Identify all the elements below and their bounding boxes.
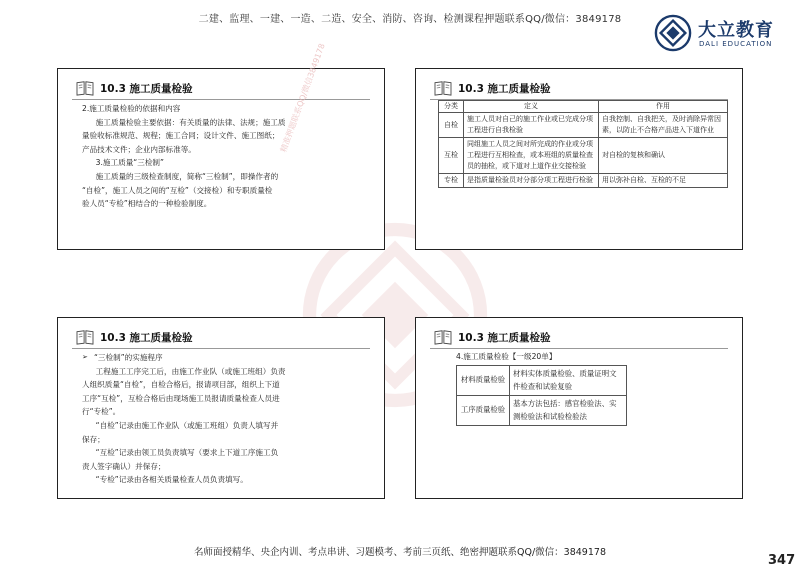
table-row xyxy=(439,113,728,138)
book-icon xyxy=(434,329,452,345)
slide-3 xyxy=(57,317,385,499)
slide-title: 10.3 施工质量检验 xyxy=(458,330,551,345)
book-icon xyxy=(76,80,94,96)
body-line: 责人签字确认）并保存； xyxy=(82,460,368,474)
book-icon xyxy=(434,80,452,96)
quality-inspection-table xyxy=(456,365,627,426)
body-line: 工序“互检”，互检合格后由现场施工员报请质量检查人员进 xyxy=(82,392,368,406)
body-line: 施工质量检验主要依据：有关质量的法律、法规；施工质 xyxy=(82,116,368,130)
table-cell-category: 互检 xyxy=(439,138,464,174)
bullet-item xyxy=(82,351,368,365)
body-line: 行“专检”。 xyxy=(82,405,368,419)
three-check-table xyxy=(438,100,728,188)
table-cell-definition: 同组施工人员之间对所完成的作业或分项工程进行互相检查，或本班组的质量检查员的抽检，或下道对上道作业交接检验 xyxy=(464,138,599,174)
slide-2 xyxy=(415,68,743,250)
column-header: 分类 xyxy=(439,101,464,113)
table-cell-content: 基本方法包括：感官检验法、实测检验法和试验检验法 xyxy=(510,396,627,426)
brand-logo xyxy=(654,14,784,54)
top-banner-text: 二建、监理、一建、一造、二造、安全、消防、咨询、检测课程押题联系QQ/微信：3849178 xyxy=(170,10,650,25)
table-cell-function: 用以弥补自检、互检的不足 xyxy=(599,174,728,188)
header-divider xyxy=(430,348,728,349)
arrow-bullet-icon: ➢ xyxy=(82,351,94,365)
slide-4-header xyxy=(434,328,551,346)
logo-chinese-name: 大立教育 xyxy=(698,16,774,42)
table-cell-definition: 是指质量检验员对分部分项工程进行检验 xyxy=(464,174,599,188)
section-heading: 3.施工质量“三检制” xyxy=(82,156,368,170)
body-line: “自检”记录由施工作业队（或施工班组）负责人填写并 xyxy=(82,419,368,433)
body-line: “专检”记录由各相关质量检查人员负责填写。 xyxy=(82,473,368,487)
slide-1-header xyxy=(76,79,193,97)
body-line: 产品技术文件；企业内部标准等。 xyxy=(82,143,368,157)
slide-3-body xyxy=(82,351,368,487)
slide-3-header xyxy=(76,328,193,346)
body-line: 人组织质量“自检”，自检合格后，报请项目部，组织上下道 xyxy=(82,378,368,392)
table-row xyxy=(439,138,728,174)
table-header-row xyxy=(439,101,728,113)
book-icon xyxy=(76,329,94,345)
body-line: 保存； xyxy=(82,433,368,447)
table-cell-category: 专检 xyxy=(439,174,464,188)
body-line: “互检”记录由领工员负责填写（要求上下道工序施工负 xyxy=(82,446,368,460)
section-heading: 2.施工质量检验的依据和内容 xyxy=(82,102,368,116)
table-cell-category: 自检 xyxy=(439,113,464,138)
dali-logo-icon xyxy=(654,14,692,52)
slide-title: 10.3 施工质量检验 xyxy=(458,81,551,96)
logo-english-name: DALI EDUCATION xyxy=(699,40,772,48)
column-header: 定义 xyxy=(464,101,599,113)
table-cell-category: 材料质量检验 xyxy=(457,366,510,396)
table-cell-content: 材料实体质量检验、质量证明文件检查和试验复验 xyxy=(510,366,627,396)
table-row xyxy=(439,174,728,188)
table-row xyxy=(457,366,627,396)
body-line: 工程施工工序完工后，由施工作业队（或施工班组）负责 xyxy=(82,365,368,379)
body-line: 施工质量的三级检查制度，简称“三检制”，即操作者的 xyxy=(82,170,368,184)
footer-banner-text: 名师面授精华、央企内训、考点串讲、习题模考、考前三页纸、绝密押题联系QQ/微信：3849178 xyxy=(150,544,650,558)
table-cell-category: 工序质量检验 xyxy=(457,396,510,426)
body-line: “自检”，施工人员之间的“互检”（交接检）和专职质量检 xyxy=(82,184,368,198)
table-cell-function: 自我控制、自我把关，及时消除异常因素，以防止不合格产品进入下道作业 xyxy=(599,113,728,138)
body-line: 量验收标准规范、规程；施工合同；设计文件、施工图纸； xyxy=(82,129,368,143)
column-header: 作用 xyxy=(599,101,728,113)
slide-4 xyxy=(415,317,743,499)
table-row xyxy=(457,396,627,426)
body-line: 验人员“专检”相结合的一种检验制度。 xyxy=(82,197,368,211)
slide-1 xyxy=(57,68,385,250)
page-number: 347 xyxy=(768,553,795,568)
table-cell-definition: 施工人员对自己的施工作业或已完成分项工程进行自我检验 xyxy=(464,113,599,138)
slide-title: 10.3 施工质量检验 xyxy=(100,330,193,345)
slide-2-header xyxy=(434,79,551,97)
section-heading: “三检制”的实施程序 xyxy=(94,351,163,365)
slide-1-body xyxy=(82,102,368,211)
header-divider xyxy=(72,99,370,100)
section-heading: 4.施工质量检验【一级20单】 xyxy=(456,351,556,362)
header-divider xyxy=(72,348,370,349)
watermark-text: 精准押题联系QQ/微信3849178 xyxy=(278,42,328,154)
slide-title: 10.3 施工质量检验 xyxy=(100,81,193,96)
table-cell-function: 对自检的复核和确认 xyxy=(599,138,728,174)
